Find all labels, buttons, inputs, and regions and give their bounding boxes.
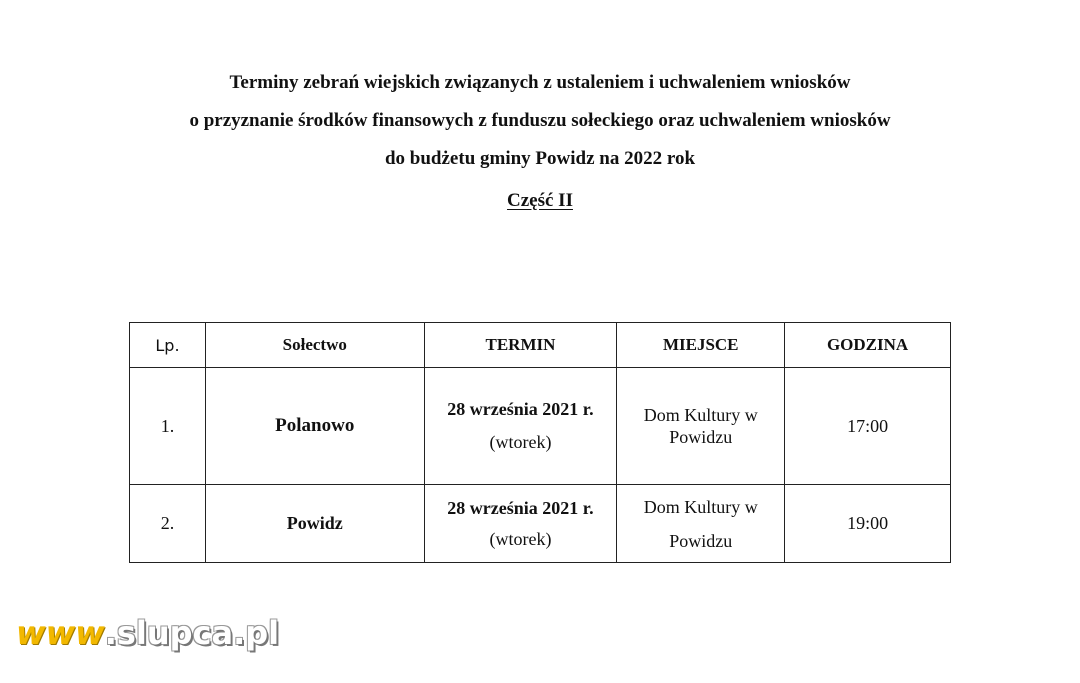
village-name: Polanowo xyxy=(275,415,355,436)
header-miejsce: MIEJSCE xyxy=(617,323,785,368)
table-header-row xyxy=(130,323,951,368)
heading-line-2: o przyznanie środków finansowych z funduszu sołeckiego oraz uchwaleniem wniosków xyxy=(189,110,891,131)
cell-termin xyxy=(424,485,617,563)
header-lp: Lp. xyxy=(130,323,206,368)
cell-termin xyxy=(424,368,617,485)
header-solectwo: Sołectwo xyxy=(205,323,424,368)
term-date: 28 września 2021 r. xyxy=(447,497,594,518)
heading-line-3: do budżetu gminy Powidz na 2022 rok xyxy=(384,148,696,169)
cell-godzina: 19:00 xyxy=(785,485,951,563)
heading-line-1: Terminy zebrań wiejskich związanych z ustaleniem i uchwaleniem wniosków xyxy=(229,72,851,93)
cell-godzina: 17:00 xyxy=(785,368,951,485)
cell-solectwo xyxy=(205,485,424,563)
place-line-1: Dom Kultury w xyxy=(643,496,758,517)
watermark-www: www xyxy=(16,614,105,652)
watermark-site: .slupca.pl xyxy=(104,614,280,652)
header-godzina: GODZINA xyxy=(785,323,951,368)
cell-lp: 2. xyxy=(130,485,206,563)
cell-miejsce xyxy=(617,368,785,485)
cell-miejsce xyxy=(617,485,785,563)
village-name: Powidz xyxy=(286,513,343,533)
meeting-schedule-table xyxy=(129,322,951,563)
cell-solectwo xyxy=(205,368,424,485)
table-row xyxy=(130,485,951,563)
table-row xyxy=(130,368,951,485)
term-date: 28 września 2021 r. xyxy=(447,399,594,419)
term-day: (wtorek) xyxy=(489,432,552,452)
document-heading xyxy=(0,64,1080,212)
place-line-2: Powidzu xyxy=(669,427,733,447)
header-termin: TERMIN xyxy=(424,323,617,368)
cell-lp: 1. xyxy=(130,368,206,485)
site-watermark xyxy=(16,614,279,652)
term-day: (wtorek) xyxy=(489,528,552,549)
part-title: Część II xyxy=(507,190,573,211)
place-line-1: Dom Kultury w xyxy=(643,405,758,425)
place-line-2: Powidzu xyxy=(669,530,733,551)
